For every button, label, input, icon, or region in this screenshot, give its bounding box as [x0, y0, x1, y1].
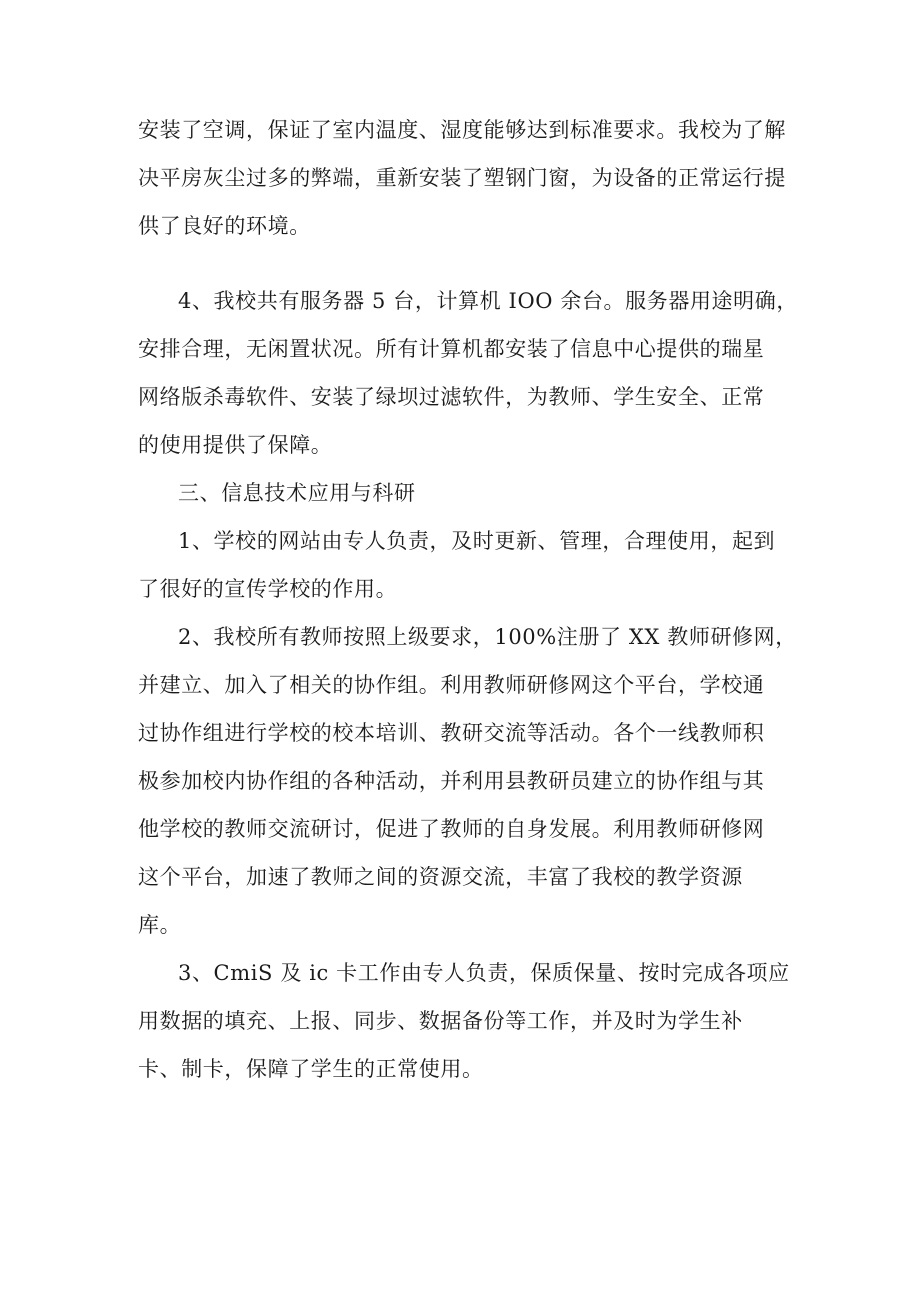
text-line: 用数据的填充、上报、同步、数据备份等工作，并及时为学生补: [138, 1009, 743, 1033]
text-line: 卡、制卡，保障了学生的正常使用。: [138, 1057, 484, 1081]
text-line: 极参加校内协作组的各种活动，并利用县教研员建立的协作组与其: [138, 769, 765, 793]
text-line: 安排合理，无闲置状况。所有计算机都安装了信息中心提供的瑞星: [138, 337, 765, 361]
text-line: 3、CmiS 及 ic 卡工作由专人负责，保质保量、按时完成各项应: [178, 961, 790, 985]
text-line: 过协作组进行学校的校本培训、教研交流等活动。各个一线教师积: [138, 721, 765, 745]
text-line: 2、我校所有教师按照上级要求，100%注册了 XX 教师研修网，: [178, 625, 797, 649]
text-line: 决平房灰尘过多的弊端，重新安装了塑钢门窗，为设备的正常运行提: [138, 166, 786, 190]
text-line: 并建立、加入了相关的协作组。利用教师研修网这个平台，学校通: [138, 673, 765, 697]
section-heading: 三、信息技术应用与科研: [178, 481, 416, 505]
text-line: 供了良好的环境。: [138, 214, 311, 238]
text-line: 1、学校的网站由专人负责，及时更新、管理，合理使用，起到: [178, 529, 776, 553]
text-line: 这个平台，加速了教师之间的资源交流，丰富了我校的教学资源: [138, 865, 743, 889]
text-line: 他学校的教师交流研讨，促进了教师的自身发展。利用教师研修网: [138, 817, 765, 841]
text-line: 4、我校共有服务器 5 台，计算机 IOO 余台。服务器用途明确，: [178, 289, 798, 313]
text-line: 了很好的宣传学校的作用。: [138, 577, 398, 601]
text-line: 网络版杀毒软件、安装了绿坝过滤软件，为教师、学生安全、正常: [138, 385, 765, 409]
text-line: 安装了空调，保证了室内温度、湿度能够达到标准要求。我校为了解: [138, 118, 786, 142]
text-line: 的使用提供了保障。: [138, 433, 333, 457]
text-line: 库。: [138, 913, 182, 937]
